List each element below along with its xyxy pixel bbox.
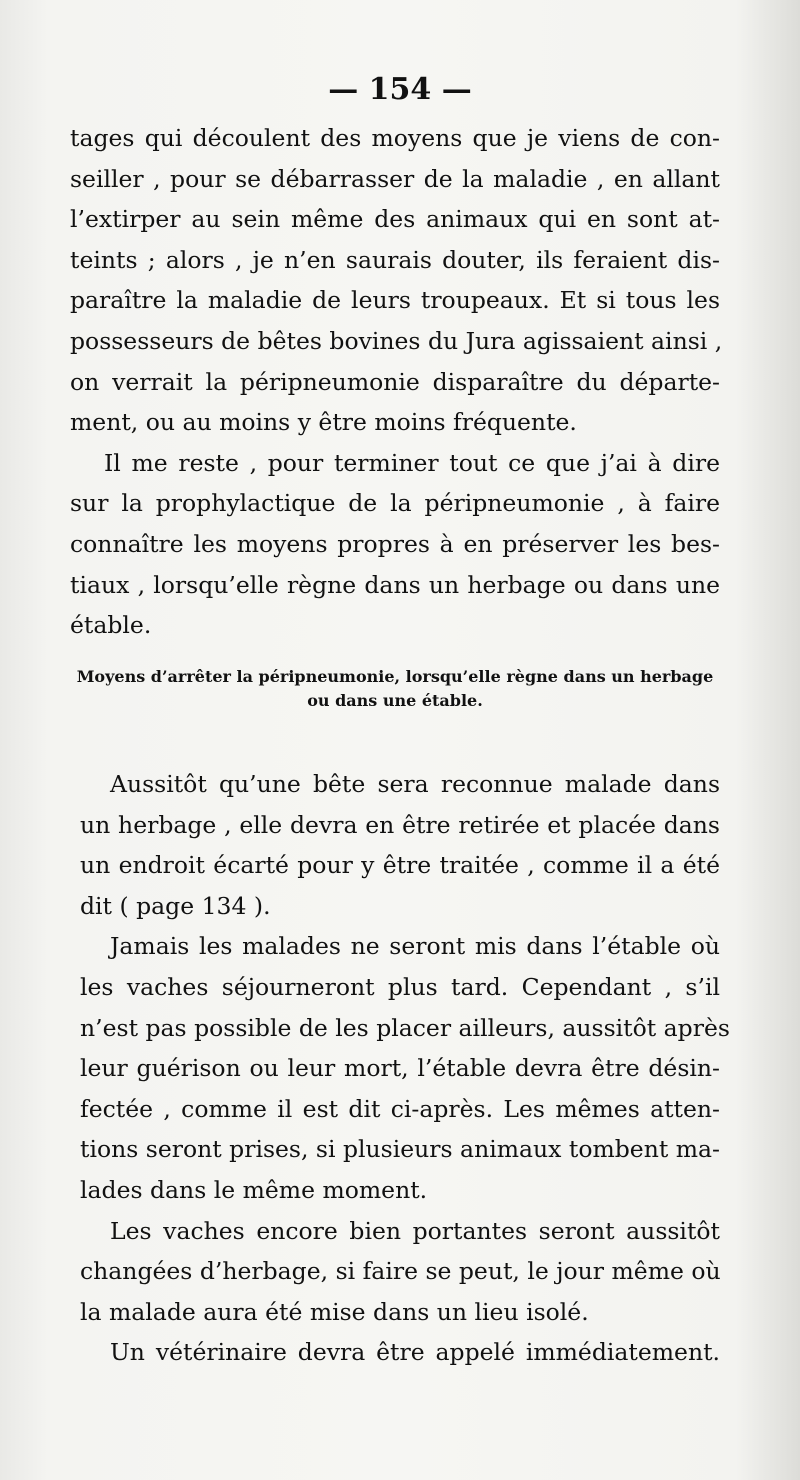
text-line: connaître les moyens propres à en préserver les bes- — [70, 529, 720, 558]
body-text-bottom — [80, 764, 730, 1373]
text-line: l’extirper au sein même des animaux qui en sont at- — [70, 205, 720, 234]
text-line: la malade aura été mise dans un lieu isolé. — [80, 1297, 589, 1326]
text-line: Les vaches encore bien portantes seront aussitôt — [110, 1216, 720, 1245]
text-line: les vaches séjourneront plus tard. Cependant , s’il — [80, 972, 720, 1001]
paragraph — [70, 443, 720, 646]
text-line: changées d’herbage, si faire se peut, le jour même où — [80, 1257, 721, 1286]
text-line: ment, ou au moins y être moins fréquente. — [70, 408, 577, 437]
paragraph — [80, 1332, 720, 1373]
body-text-top — [70, 118, 723, 646]
text-line: teints ; alors , je n’en saurais douter, ils feraient dis- — [70, 245, 720, 274]
page-number: — 154 — — [328, 72, 472, 107]
text-line: paraître la maladie de leurs troupeaux. Et si tous les — [70, 286, 720, 315]
paragraph — [80, 764, 720, 926]
text-line: seiller , pour se débarrasser de la maladie , en allant — [70, 164, 720, 193]
text-line: tages qui découlent des moyens que je viens de con- — [70, 124, 720, 152]
text-line: étable. — [70, 611, 152, 640]
text-line: leur guérison ou leur mort, l’étable devra être désin- — [80, 1054, 720, 1083]
text-line: tions seront prises, si plusieurs animaux tombent ma- — [80, 1135, 720, 1164]
text-line: Il me reste , pour terminer tout ce que j’ai à dire — [104, 448, 720, 477]
paragraph — [80, 1211, 720, 1333]
text-line: on verrait la péripneumonie disparaître du départe- — [70, 367, 720, 396]
text-line: lades dans le même moment. — [80, 1175, 428, 1204]
text-line: possesseurs de bêtes bovines du Jura agissaient ainsi , — [70, 326, 723, 355]
text-line: Un vétérinaire devra être appelé immédiatement. — [110, 1338, 720, 1367]
text-line: Jamais les malades ne seront mis dans l’étable où — [110, 932, 720, 961]
paragraph — [70, 118, 723, 443]
text-line: Aussitôt qu’une bête sera reconnue malade dans — [110, 770, 720, 798]
text-line: n’est pas possible de les placer ailleurs, aussitôt après — [80, 1013, 730, 1042]
text-line: fectée , comme il est dit ci-après. Les mêmes atten- — [80, 1094, 720, 1123]
paragraph — [80, 926, 730, 1210]
heading-line: ou dans une étable. — [307, 691, 483, 710]
section-heading — [70, 665, 720, 713]
text-line: dit ( page 134 ). — [80, 891, 271, 920]
text-line: un herbage , elle devra en être retirée et placée dans — [80, 810, 720, 839]
text-line: un endroit écarté pour y être traitée , comme il a été — [80, 851, 720, 880]
heading-line: Moyens d’arrêter la péripneumonie, lorsqu’elle règne dans un herbage — [76, 667, 714, 686]
text-line: sur la prophylactique de la péripneumonie , à faire — [70, 489, 720, 518]
text-line: tiaux , lorsqu’elle règne dans un herbage ou dans une — [70, 570, 720, 599]
